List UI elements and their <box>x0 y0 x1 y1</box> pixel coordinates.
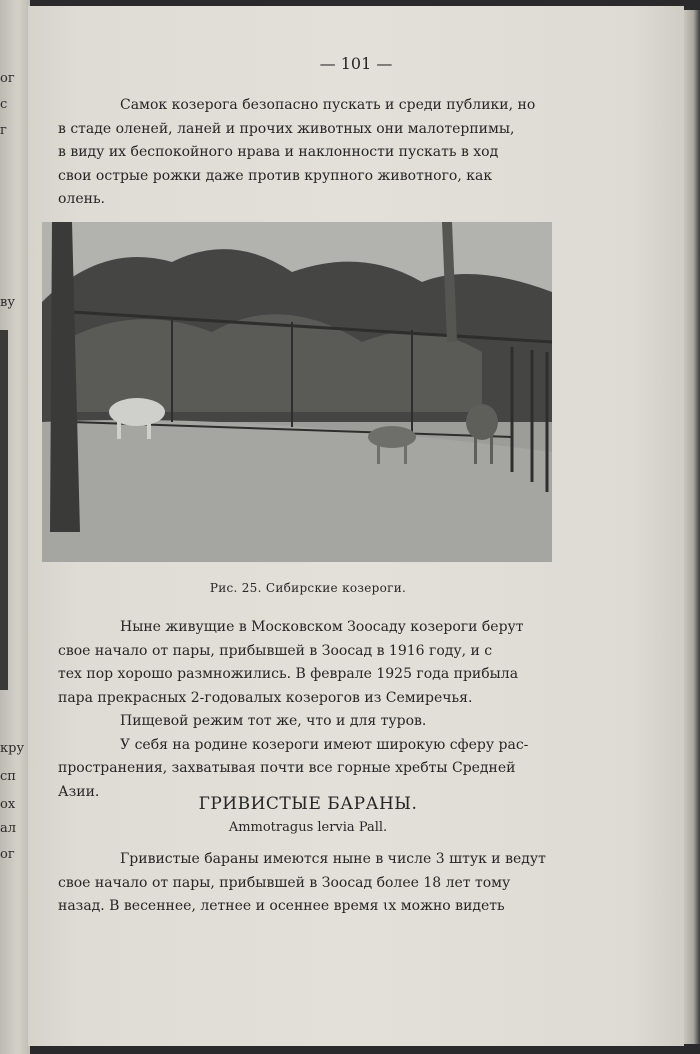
left-page-fragment: ву <box>0 295 15 310</box>
text-line: Ныне живущие в Московском Зоосаду козероги берут <box>120 619 524 635</box>
text-line: У себя на родине козероги имеют широкую сферу рас- <box>120 736 529 753</box>
text-line: Пищевой режим тот же, что и для туров. <box>120 713 427 729</box>
text-line: в стаде оленей, ланей и прочих животных они малотерпимы, <box>58 120 515 137</box>
paragraph-1 <box>58 94 554 212</box>
book-page <box>28 6 684 1046</box>
text-line: олень. <box>58 191 106 207</box>
paragraph-2 <box>58 616 554 804</box>
text-line: тех пор хорошо размножились. В феврале 1925 года прибыла <box>58 666 519 682</box>
right-page-edge <box>684 10 700 1044</box>
figure-photo-siberian-ibex <box>42 222 552 562</box>
left-page-fragment: с <box>0 97 8 112</box>
figure-caption: Рис. 25. Сибирские козероги. <box>209 581 407 595</box>
paragraph-3 <box>58 848 554 919</box>
left-page-fragment: ог <box>0 71 15 86</box>
left-page-fragment: ог <box>0 847 15 862</box>
text-line: назад. В весеннее, летнее и осеннее время ꙇх можно видеть <box>58 898 505 914</box>
left-page-fragment: г <box>0 123 7 138</box>
text-line: свое начало от пары, прибывшей в Зоосад в 1916 году, и с <box>58 642 493 659</box>
left-page-edge <box>0 0 30 1054</box>
text-line: пара прекрасных 2-годовалых козерогов из Семиречья. <box>58 689 473 706</box>
text-line: свое начало от пары, прибывшей в Зоосад более 18 лет тому <box>58 874 511 891</box>
left-page-photo-edge <box>0 330 8 690</box>
page-number: — 101 — <box>319 54 393 73</box>
text-line: Гривистые бараны имеются ныне в числе 3 штук и ведут <box>120 851 546 867</box>
text-line: свои острые рожки даже против крупного животного, как <box>58 167 493 184</box>
section-heading: ГРИВИСТЫЕ БАРАНЫ. <box>198 794 418 814</box>
left-page-fragment: ох <box>0 797 16 812</box>
text-line: пространения, захватывая почти все горные хребты Средней <box>58 760 516 776</box>
text-line: Азии. <box>58 783 100 800</box>
left-page-fragment: сп <box>0 769 16 784</box>
text-line: Самок козерога безопасно пускать и среди публики, но <box>120 97 536 113</box>
latin-species-name: Ammotragus lervia Pall. <box>228 820 388 835</box>
text-line: в виду их беспокойного нрава и наклонности пускать в ход <box>58 144 499 160</box>
left-page-fragment: ал <box>0 821 17 836</box>
left-page-fragment: кру <box>0 741 25 756</box>
